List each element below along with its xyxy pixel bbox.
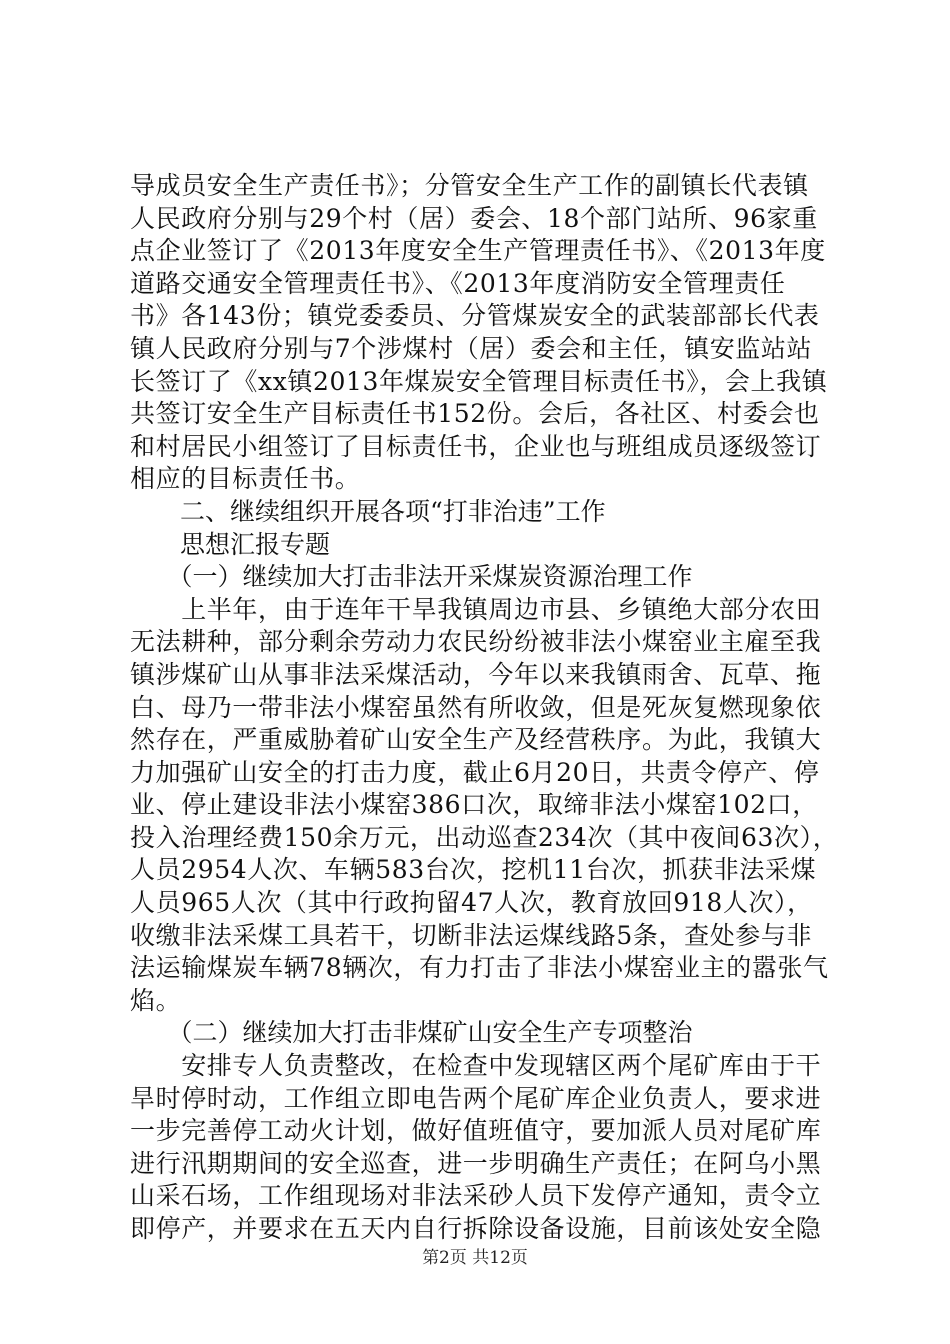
subsection-heading: （二）继续加大打击非煤矿山安全生产专项整治	[130, 1018, 693, 1048]
body-text-line: 相应的目标责任书。	[130, 464, 361, 494]
body-text-line: 人员965人次（其中行政拘留47人次，教育放回918人次），	[130, 888, 813, 918]
body-text-line: 导成员安全生产责任书》；分管安全生产工作的副镇长代表镇	[130, 171, 809, 200]
body-text-line: 力加强矿山安全的打击力度，截止6月20日，共责令停产、停	[130, 757, 820, 787]
body-text-line: 人民政府分别与29个村（居）委会、18个部门站所、96家重	[130, 203, 818, 233]
section-subheading: 思想汇报专题	[130, 529, 331, 559]
subsection-heading: （一）继续加大打击非法开采煤炭资源治理工作	[130, 562, 693, 592]
body-text-line: 旱时停时动，工作组立即电告两个尾矿库企业负责人，要求进	[130, 1083, 822, 1113]
body-text-line: 镇涉煤矿山从事非法采煤活动，今年以来我镇雨舍、瓦草、拖	[130, 659, 822, 689]
body-text-line: 长签订了《xx镇2013年煤炭安全管理目标责任书》，会上我镇	[130, 366, 828, 396]
body-text-line: 安排专人负责整改，在检查中发现辖区两个尾矿库由于干	[130, 1051, 822, 1081]
body-text-line: 白、母乃一带非法小煤窑虽然有所收敛，但是死灰复燃现象依	[130, 692, 822, 722]
page-footer: 第2页 共12页	[422, 1248, 528, 1268]
body-text-line: 然存在，严重威胁着矿山安全生产及经营秩序。为此，我镇大	[130, 725, 822, 755]
body-text-line: 道路交通安全管理责任书》、《2013年度消防安全管理责任	[130, 268, 786, 298]
body-text-line: 进行汛期期间的安全巡查，进一步明确生产责任；在阿乌小黑	[130, 1148, 822, 1178]
body-text-line: 镇人民政府分别与7个涉煤村（居）委会和主任，镇安监站站	[130, 333, 813, 363]
body-text-line: 点企业签订了《2013年度安全生产管理责任书》、《2013年度	[130, 236, 826, 266]
body-text-line: 投入治理经费150余万元，出动巡查234次（其中夜间63次），	[130, 822, 839, 852]
body-text-line: 焰。	[130, 985, 182, 1015]
body-text-line: 书》各143份；镇党委委员、分管煤炭安全的武装部部长代表	[130, 301, 820, 331]
body-text-line: 法运输煤炭车辆78辆次，有力打击了非法小煤窑业主的嚣张气	[130, 953, 829, 983]
body-text-line: 一步完善停工动火计划，做好值班值守，要加派人员对尾矿库	[130, 1116, 822, 1146]
document-body	[130, 170, 839, 1246]
section-heading: 二、继续组织开展各项“打非治违”工作	[130, 496, 606, 526]
body-text-line: 共签订安全生产目标责任书152份。会后，各社区、村委会也	[130, 399, 820, 429]
body-text-line: 人员2954人次、车辆583台次，挖机11台次，抓获非法采煤	[130, 855, 817, 885]
body-text-line: 收缴非法采煤工具若干，切断非法运煤线路5条，查处参与非	[130, 920, 813, 950]
body-text-line: 和村居民小组签订了目标责任书，企业也与班组成员逐级签订	[130, 431, 822, 461]
body-text-line: 业、停止建设非法小煤窑386口次，取缔非法小煤窑102口，	[130, 790, 818, 820]
body-text-line: 无法耕种，部分剩余劳动力农民纷纷被非法小煤窑业主雇至我	[130, 627, 822, 657]
body-text-line: 山采石场，工作组现场对非法采砂人员下发停产通知，责令立	[130, 1181, 822, 1211]
body-text-line: 上半年，由于连年干旱我镇周边市县、乡镇绝大部分农田	[130, 594, 822, 624]
body-text-line: 即停产，并要求在五天内自行拆除设备设施，目前该处安全隐	[130, 1214, 822, 1243]
